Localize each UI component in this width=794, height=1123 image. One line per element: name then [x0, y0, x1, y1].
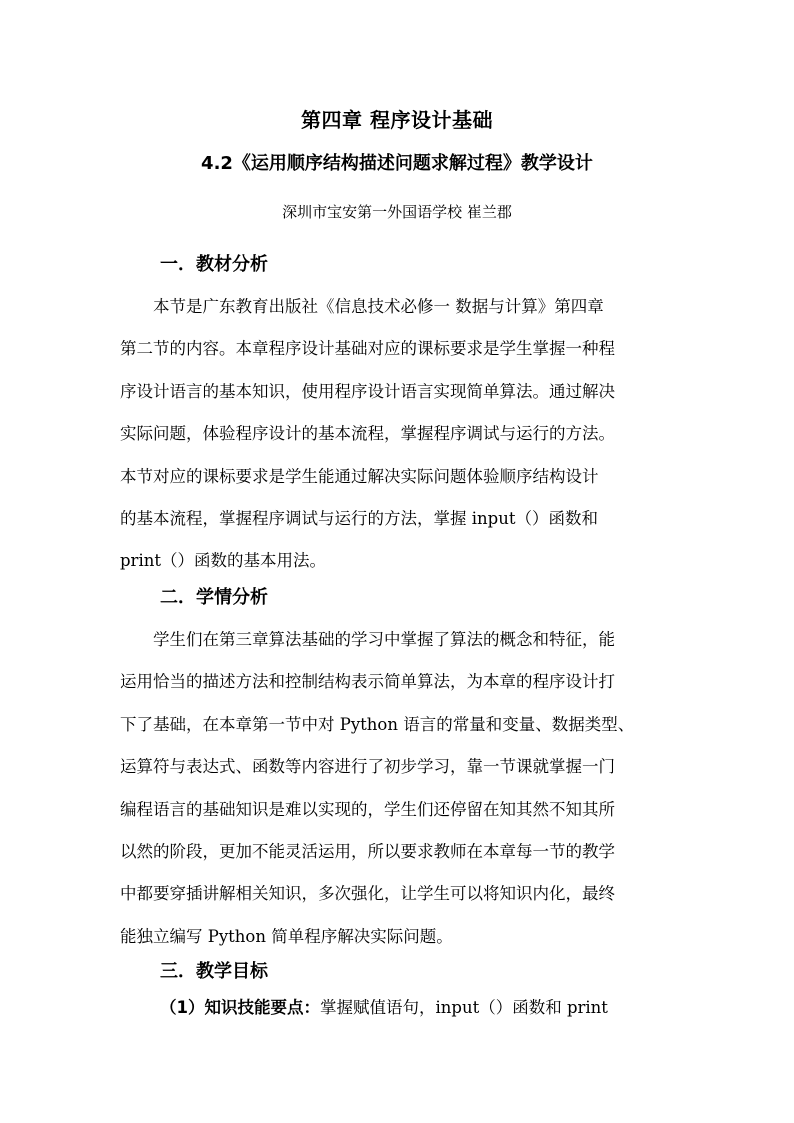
section-heading-learner-analysis: 二．学情分析 [160, 587, 268, 608]
section-body-learner-analysis [120, 619, 680, 958]
text-line: 本节是广东教育出版社《信息技术必修一 数据与计算》第四章 [120, 297, 604, 316]
text-line: 第二节的内容。本章程序设计基础对应的课标要求是学生掌握一种程 [120, 339, 615, 359]
text-line: 本节对应的课标要求是学生能通过解决实际问题体验顺序结构设计 [120, 466, 599, 486]
text-line: 运算符与表达式、函数等内容进行了初步学习，靠一节课就掌握一门 [120, 757, 615, 777]
chapter-title: 第四章 程序设计基础 [301, 108, 493, 132]
author-line: 深圳市宝安第一外国语学校 崔兰郡 [282, 203, 512, 221]
section-heading-textbook-analysis: 一．教材分析 [160, 254, 268, 275]
section-body-textbook-analysis [120, 286, 680, 583]
text-line: 序设计语言的基本知识，使用程序设计语言实现简单算法。通过解决 [120, 381, 615, 401]
text-line: 学生们在第三章算法基础的学习中掌握了算法的概念和特征，能 [120, 630, 615, 649]
text-line: 实际问题，体验程序设计的基本流程，掌握程序调试与运行的方法。 [120, 424, 615, 444]
text-line: 运用恰当的描述方法和控制结构表示简单算法，为本章的程序设计打 [120, 672, 615, 692]
text-line: 能独立编写 Python 简单程序解决实际问题。 [120, 926, 453, 946]
text-line: print（）函数的基本用法。 [120, 551, 326, 571]
objective-line [160, 994, 608, 1018]
text-line: 下了基础，在本章第一节中对 Python 语言的常量和变量、数据类型、 [120, 714, 635, 734]
objective-text: 掌握赋值语句，input（）函数和 print [319, 998, 608, 1017]
text-line: 的基本流程，掌握程序调试与运行的方法，掌握 input（）函数和 [120, 508, 598, 528]
lesson-title: 4.2《运用顺序结构描述问题求解过程》教学设计 [201, 153, 593, 174]
objective-label: （1）知识技能要点： [160, 998, 320, 1017]
section-heading-teaching-objectives: 三．教学目标 [160, 961, 268, 982]
text-line: 中都要穿插讲解相关知识，多次强化，让学生可以将知识内化，最终 [120, 884, 615, 904]
text-line: 编程语言的基础知识是难以实现的，学生们还停留在知其然不知其所 [120, 799, 615, 819]
text-line: 以然的阶段，更加不能灵活运用，所以要求教师在本章每一节的教学 [120, 841, 615, 861]
